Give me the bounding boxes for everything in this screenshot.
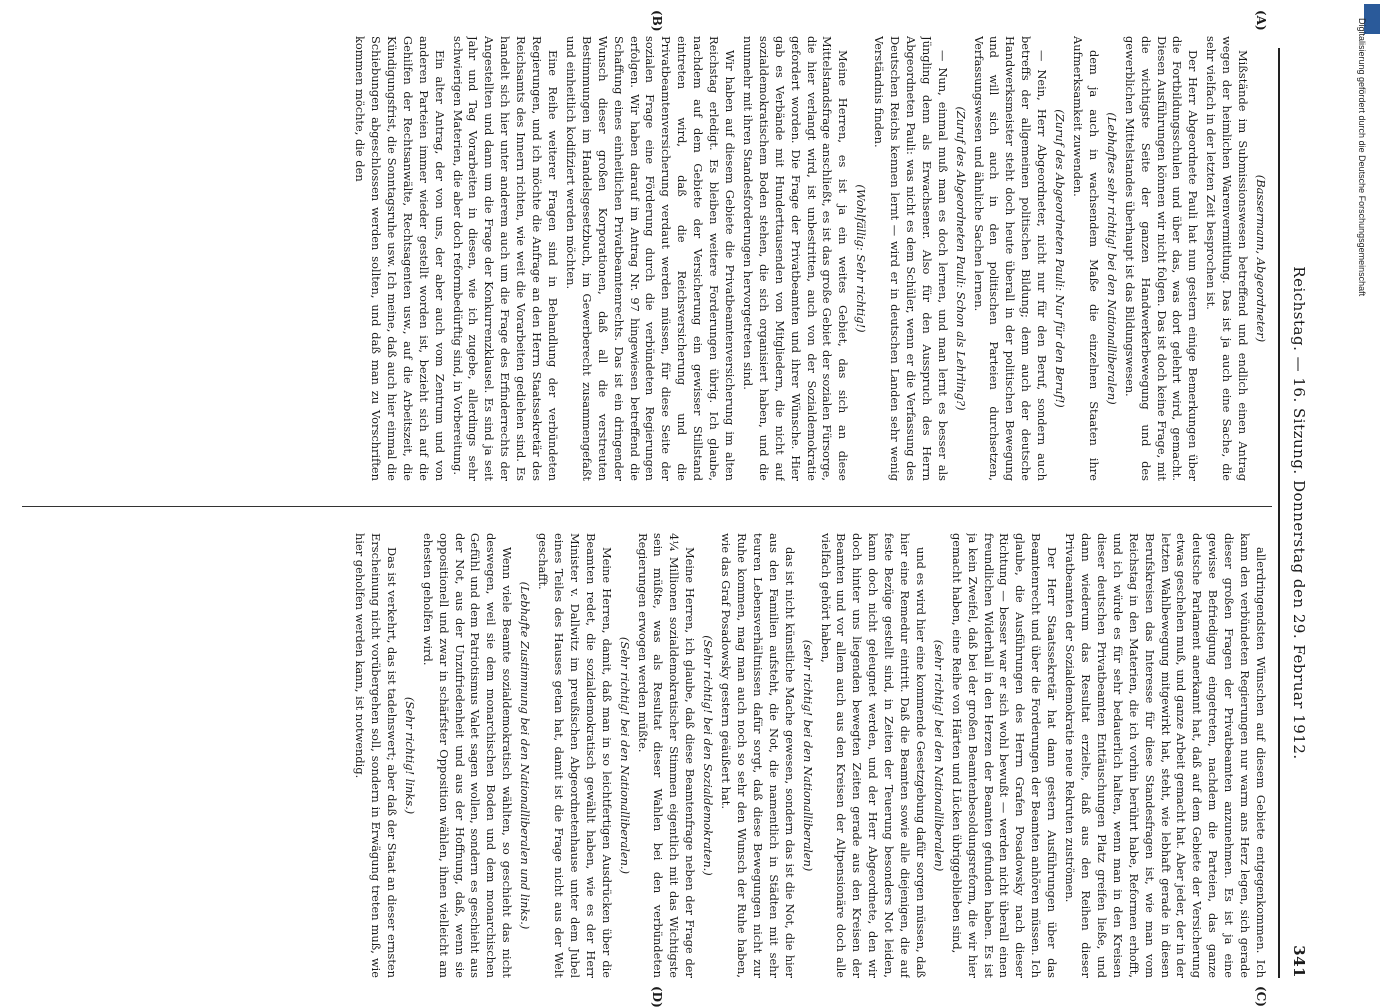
paragraph: Wir haben auf diesem Gebiete die Privatbeamtenversicherung im alten Reichstag erledigt. Es bleiben weitere Forderungen übrig. Ich glaube, nachdem auf dem Gebiete der Versicherung ein gewisser Stillstand eintreten wird, daß die Reichsversicherung und die Privatbeamtenversicherung verdaut werden müssen, für diese Seite der sozialen Frage eine Förderung durch die verbündeten Regierungen erfolgen. Wir haben darauf im Antrag Nr. 97 hingewiesen betreffend die Schaffung eines einheitlichen Privatbeamtenrechts. Das ist ein dringender Wunsch dieser großen Korporationen, daß all die verstreuten Bestimmungen im Handelsgesetzbuch, im Gewerberecht zusammengefaßt und einheitlich kodifiziert werden möchten.: [563, 36, 737, 481]
paragraph: Meine Herren, es ist ja ein weites Gebiet, das sich an diese Mittelstandsfrage anschließt, es ist das große Gebiet der sozialen Fürsorge, die hier verlangt wird, ist unbestritten, auch von der Sozialdemokratie gefordert worden. Die Frage der Privatbeamten und ihrer Wünsche. Hier gab es Verbände mit Hunderttausenden von Mitgliedern, die nicht auf sozialdemokratischem Boden stehen, die sich organisiert haben, und die nunmehr mit ihren Standesforderungen hervorgetreten sind.: [740, 36, 851, 481]
page-header: [1280, 48, 1312, 978]
interjection: (sehr richtig! bei den Nationalliberalen): [800, 639, 815, 872]
interjection: (Sehr richtig! bei den Sozialdemokraten.): [701, 635, 716, 876]
page-title: Reichstag. — 16. Sitzung. Donnerstag den 29. Februar 1912.: [1290, 266, 1308, 760]
margin-marker-a: (A): [1254, 10, 1268, 31]
paragraph: Mißstände im Submissionswesen betreffend und endlich einen Antrag wegen der heimlichen Warenvermittlung. Das ist ja auch eine Sache, die sehr vielfach in der letzten Zeit besprochen ist.: [1204, 36, 1251, 481]
column-divider: [22, 506, 1272, 507]
rotated-page: [22, 10, 1312, 1008]
paragraph: Der Herr Staatssekretär hat dann gestern Ausführungen über das Beamtenrecht und über die Forderungen der Beamten anhören müssen. Ich glaube, die Ausführungen des Herrn Grafen Posadowsky nach dieser Richtung — besser war er sich wohl bewußt — werden nicht überall einen freundlichen Widerhall in den Herzen der Beamten gefunden haben. Es ist ja kein Zweifel, daß bei der großen Beamtenbesoldungsreform, die wir hier gemacht haben, eine Reihe von Härten und Lücken übriggeblieben sind,: [949, 533, 1060, 978]
paragraph: das ist nicht künstliche Mache gewesen, sondern das ist die Not, die hier aus den Familien aufsteht, die Not, die namentlich in Städten mit sehr teuren Lebensverhältnissen dafür sorgt, daß diese Bewegungen nicht zur Ruhe kommen, mag man auch noch so sehr den Wunsch der Ruhe haben, wie das Graf Posadowsky gestern geäußert hat.: [719, 533, 797, 978]
header-rule: [1278, 48, 1280, 978]
paragraph: Eine Reihe weiterer Fragen sind in Behandlung der verbündeten Regierungen, und ich möchte die Anfrage an den Herrn Staatssekretär des Reichsamts des Innern richten, wie weit die Vorarbeiten gediehen sind. Es handelt sich hier unter anderem auch um die Frage des Erfinderrechts der Angestellten und dann um die Frage der Konkurrenzklausel. Es sind ja seit Jahr und Tag Vorarbeiten in diesen, wie ich zugebe, allerdings sehr schwierigen Materien, die aber doch reformbedürftig sind, in Vorbereitung.: [450, 36, 561, 481]
left-column: [28, 36, 1268, 481]
paragraph: — Nun, einmal muß man es doch lernen, und man lernt es besser als Jüngling denn als Erwachsener. Also für den Ausspruch des Herrn Abgeordneten Pauli: was nicht es dem Schüler, wenn er die Verfassung des Deutschen Reichs kennen lernt — wird er in deutschen Landen sehr wenig Verständnis finden.: [872, 36, 950, 481]
right-column: [28, 533, 1268, 978]
interjection: (Bassermann, Abgeordneter): [1254, 174, 1268, 343]
margin-marker-d: (D): [650, 986, 664, 1008]
margin-marker-c: (C): [1254, 986, 1268, 1007]
paragraph: Ein alter Antrag, der von uns, der aber auch vom Zentrum und von anderen Parteien immer wieder gestellt worden ist, bezieht sich auf die Gehilfen der Rechtsanwälte, Rechtsagenten usw., auf die Arbeitszeit, die Kündigungsfrist, die Sonntagsruhe usw. Ich meine, daß auch hier einmal die Schiebungen abgeschlossen werden sollten, und daß man zu Vorschriften kommen möchte, die den: [353, 36, 447, 481]
interjection: (Wohlfällig: Sehr richtig!): [854, 184, 869, 333]
paragraph: Meine Herren, damit, daß man in so leichtfertigen Ausdrücken über die Beamten redet, die sozialdemokratisch gewählt haben, wie es der Herr Minister v. Dallwitz im preußischen Abgeordnetenhause unter dem Jubel eines Teiles des Hauses getan hat, damit ist die Frage nicht aus der Welt geschafft.: [536, 533, 614, 978]
interjection: (Sehr richtig! bei den Nationalliberalen.): [617, 636, 632, 875]
interjection: (Sehr richtig! links.): [402, 696, 417, 815]
page-number: 341: [1290, 945, 1308, 978]
interjection: (Zuruf des Abgeordneten Pauli: Nur für den Beruf!): [1053, 109, 1068, 408]
paragraph: allerdringendsten Wünschen auf diesem Gebiete entgegenkommen. Ich kann den verbündeten Regierungen nur warm ans Herz legen, sich gerade dieser großen Fragen der Privatbeamten anzunehmen. Es ist ja eine gewisse Befriedigung eingetreten, nachdem die Parteien, das ganze deutsche Parlament anerkannt hat, daß auf dem Gebiete der Versicherung etwas geschehen muß, und ganze Arbeit gemacht hat. Aber jeder, der in der letzten Wahlbewegung mitgewirkt hat, steht, wie lebhaft gerade in diesen Berufskreisen das Interesse für diese Standesfragen ist, wie man vom Reichstag in den Materien, die ich vorhin berührt habe, Reformen erhofft, und ich würde es für sehr bedauerlich halten, wenn man in den Kreisen dieser deutschen Privatbeamten Enttäuschungen Platz greifen ließe, und dann wiederum das Resultat erzielte, daß aus den Reihen dieser Privatbeamten der Sozialdemokratie neue Rekruten zuströmen.: [1063, 533, 1268, 978]
paragraph: und es wird hier eine kommende Gesetzgebung dafür sorgen müssen, daß hier eine Remedur eintritt. Daß die Beamten sowie alle diejenigen, die auf feste Bezüge gestellt sind, in Zeiten der Teuerung besonders Not leiden, kann doch nicht geleugnet werden, und der Herr Abgeordnete, den wir doch hinter uns liegenden bewegten Zeiten gerade aus den Kreisen der Beamten und vor allem auch aus den Kreisen der Altpensionäre doch alle vielfach gehört haben,: [818, 533, 928, 978]
digitization-note: [1354, 18, 1370, 978]
interjection: (Lebhaftes sehr richtig! bei den Nationalliberalen): [1104, 112, 1119, 405]
interjection: (Lebhafte Zustimmung bei den Nationalliberalen und links.): [518, 581, 533, 930]
paragraph: — Nein, Herr Abgeordneter, nicht nur für den Beruf, sondern auch betreffs der allgemeinen politischen Bildung; denn auch der deutsche Handwerksmeister steht doch heute überall in der politischen Bewegung und will sich auch in den politischen Parteien durchsetzen, Verfassungswesen und ähnliche Sachen lernen.: [971, 36, 1050, 481]
digitization-note-text: Digitalisierung gefördert durch die Deutsche Forschungsgemeinschaft: [1357, 18, 1367, 297]
paragraph: Wenn viele Beamte sozialdemokratisch wählten, so geschieht das nicht deswegen, weil sie dem monarchischen Boden und dem monarchischen Gefühl und dem Patriotismus Valet sagen wollen, sondern es geschieht aus der Not, aus der Unzufriedenheit und aus der Hoffnung, daß, wenn sie oppositionell und zwar in schärfster Opposition wählen, ihnen vielleicht am ehesten geholfen wird.: [420, 533, 515, 978]
paragraph: Der Herr Abgeordnete Pauli hat nun gestern einige Bemerkungen über die Fortbildungsschulen und über das, was dort gelehrt wird, gemacht. Diesen Ausführungen können wir nicht folgen. Das ist doch keine Frage, mit die wichtigste Seite der ganzen Handwerkerbewegung und des gewerblichen Mittelstandes überhaupt ist das Bildungswesen.: [1122, 36, 1201, 481]
interjection: (sehr richtig! bei den Nationalliberalen): [931, 639, 946, 872]
paragraph: dem ja auch in wachsendem Maße die einzelnen Staaten ihre Aufmerksamkeit zuwenden.: [1071, 36, 1101, 481]
margin-marker-b: (B): [650, 10, 664, 32]
paragraph: Das ist verkehrt, das ist tadelnswert; aber daß der Staat an dieser ernsten Erscheinung nicht vorübergehen soll, sondern in Erwägung treten muß, wie hier geholfen werden kann, ist notwendig.: [353, 533, 399, 978]
interjection: (Zuruf des Abgeordneten Pauli: Schon als Lehrling?): [953, 106, 968, 411]
paragraph: Meine Herren, ich glaube, daß diese Beamtenfrage neben der Frage der 4¼ Millionen sozialdemokratischer Stimmen eigentlich mit das Wichtigste sein müßte, was als Resultat dieser Wahlen bei den verbündeten Regierungen erwogen werden müßte.: [635, 533, 698, 978]
